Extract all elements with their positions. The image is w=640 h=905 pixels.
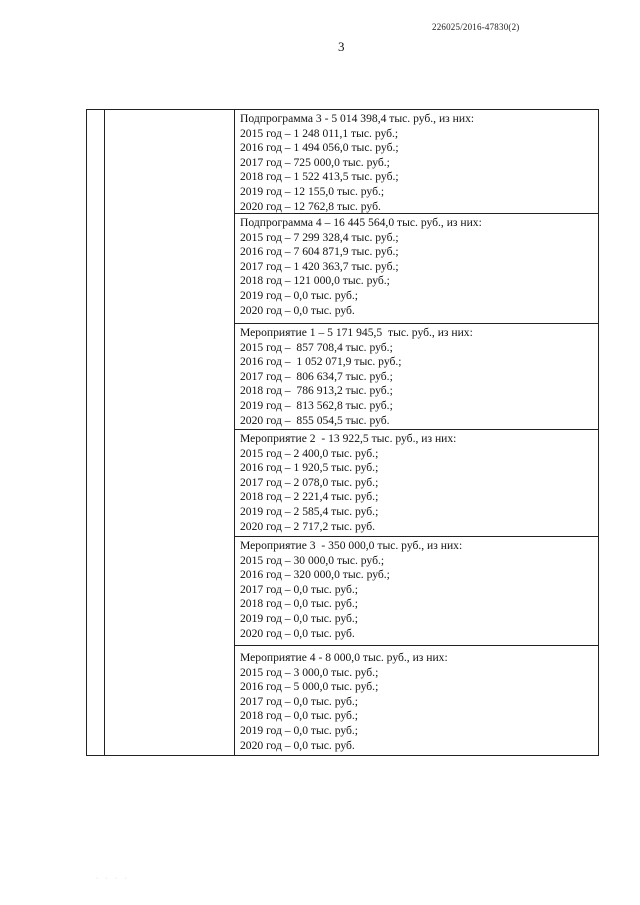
- table-cell-funding: [235, 110, 599, 756]
- year-line: 2020 год – 0,0 тыс. руб.: [240, 626, 355, 640]
- year-line: 2018 год – 0,0 тыс. руб.;: [240, 597, 359, 611]
- year-line: 2019 год – 0,0 тыс. руб.;: [240, 288, 359, 302]
- year-line: 2018 год – 121 000,0 тыс. руб.;: [240, 274, 390, 288]
- year-line: 2019 год – 0,0 тыс. руб.;: [240, 611, 359, 625]
- table-cell-number: [87, 110, 105, 756]
- block-title: Мероприятие 4 - 8 000,0 тыс. руб., из них:: [240, 651, 448, 664]
- year-line: 2015 год – 30 000,0 тыс. руб.;: [240, 553, 385, 567]
- year-line: 2018 год – 1 522 413,5 тыс. руб.;: [240, 170, 399, 184]
- year-line: 2015 год – 2 400,0 тыс. руб.;: [240, 446, 379, 460]
- page-number: 3: [338, 39, 345, 54]
- funding-block-measure-4: [235, 646, 598, 755]
- year-line: 2020 год – 855 054,5 тыс. руб.: [240, 413, 390, 427]
- block-title: Мероприятие 2 - 13 922,5 тыс. руб., из них:: [240, 432, 457, 445]
- year-line: 2018 год – 786 913,2 тыс. руб.;: [240, 384, 393, 398]
- funding-block-subprogram-3: [235, 110, 598, 214]
- year-line: 2016 год – 7 604 871,9 тыс. руб.;: [240, 245, 399, 259]
- year-line: 2020 год – 2 717,2 тыс. руб.: [240, 519, 376, 533]
- year-line: 2017 год – 2 078,0 тыс. руб.;: [240, 475, 379, 489]
- table-cell-label: [105, 110, 235, 756]
- year-line: 2015 год – 1 248 011,1 тыс. руб.;: [240, 126, 399, 140]
- funding-block-measure-2: [235, 430, 598, 537]
- block-title: Мероприятие 1 – 5 171 945,5 тыс. руб., из них:: [240, 326, 473, 339]
- year-line: 2016 год – 5 000,0 тыс. руб.;: [240, 680, 379, 694]
- year-line: 2019 год – 0,0 тыс. руб.;: [240, 723, 359, 737]
- block-title: Подпрограмма 4 – 16 445 564,0 тыс. руб., из них:: [240, 216, 482, 229]
- year-line: 2015 год – 857 708,4 тыс. руб.;: [240, 340, 393, 354]
- document-id: 226025/2016-47830(2): [432, 22, 520, 32]
- table-row: [87, 110, 599, 756]
- year-line: 2020 год – 0,0 тыс. руб.: [240, 303, 355, 317]
- year-line: 2020 год – 12 762,8 тыс. руб.: [240, 199, 381, 213]
- year-line: 2015 год – 7 299 328,4 тыс. руб.;: [240, 230, 399, 244]
- year-line: 2017 год – 0,0 тыс. руб.;: [240, 694, 359, 708]
- year-line: 2016 год – 1 494 056,0 тыс. руб.;: [240, 141, 399, 155]
- year-line: 2015 год – 3 000,0 тыс. руб.;: [240, 665, 379, 679]
- funding-block-subprogram-4: [235, 214, 598, 324]
- year-line: 2016 год – 1 052 071,9 тыс. руб.;: [240, 355, 402, 369]
- year-line: 2019 год – 12 155,0 тыс. руб.;: [240, 184, 385, 198]
- year-line: 2018 год – 2 221,4 тыс. руб.;: [240, 490, 379, 504]
- funding-block-measure-3: [235, 537, 598, 646]
- year-line: 2020 год – 0,0 тыс. руб.: [240, 738, 355, 752]
- year-line: 2017 год – 1 420 363,7 тыс. руб.;: [240, 259, 399, 273]
- year-line: 2019 год – 2 585,4 тыс. руб.;: [240, 504, 379, 518]
- year-line: 2017 год – 725 000,0 тыс. руб.;: [240, 155, 390, 169]
- scan-noise: · · · ·: [96, 876, 130, 882]
- block-title: Мероприятие 3 - 350 000,0 тыс. руб., из них:: [240, 539, 463, 552]
- funding-table: [86, 109, 599, 756]
- year-line: 2017 год – 0,0 тыс. руб.;: [240, 582, 359, 596]
- year-line: 2016 год – 1 920,5 тыс. руб.;: [240, 461, 379, 475]
- block-title: Подпрограмма 3 - 5 014 398,4 тыс. руб., из них:: [240, 112, 475, 125]
- year-line: 2017 год – 806 634,7 тыс. руб.;: [240, 369, 393, 383]
- funding-block-measure-1: [235, 324, 598, 430]
- year-line: 2019 год – 813 562,8 тыс. руб.;: [240, 398, 393, 412]
- year-line: 2018 год – 0,0 тыс. руб.;: [240, 709, 359, 723]
- year-line: 2016 год – 320 000,0 тыс. руб.;: [240, 568, 390, 582]
